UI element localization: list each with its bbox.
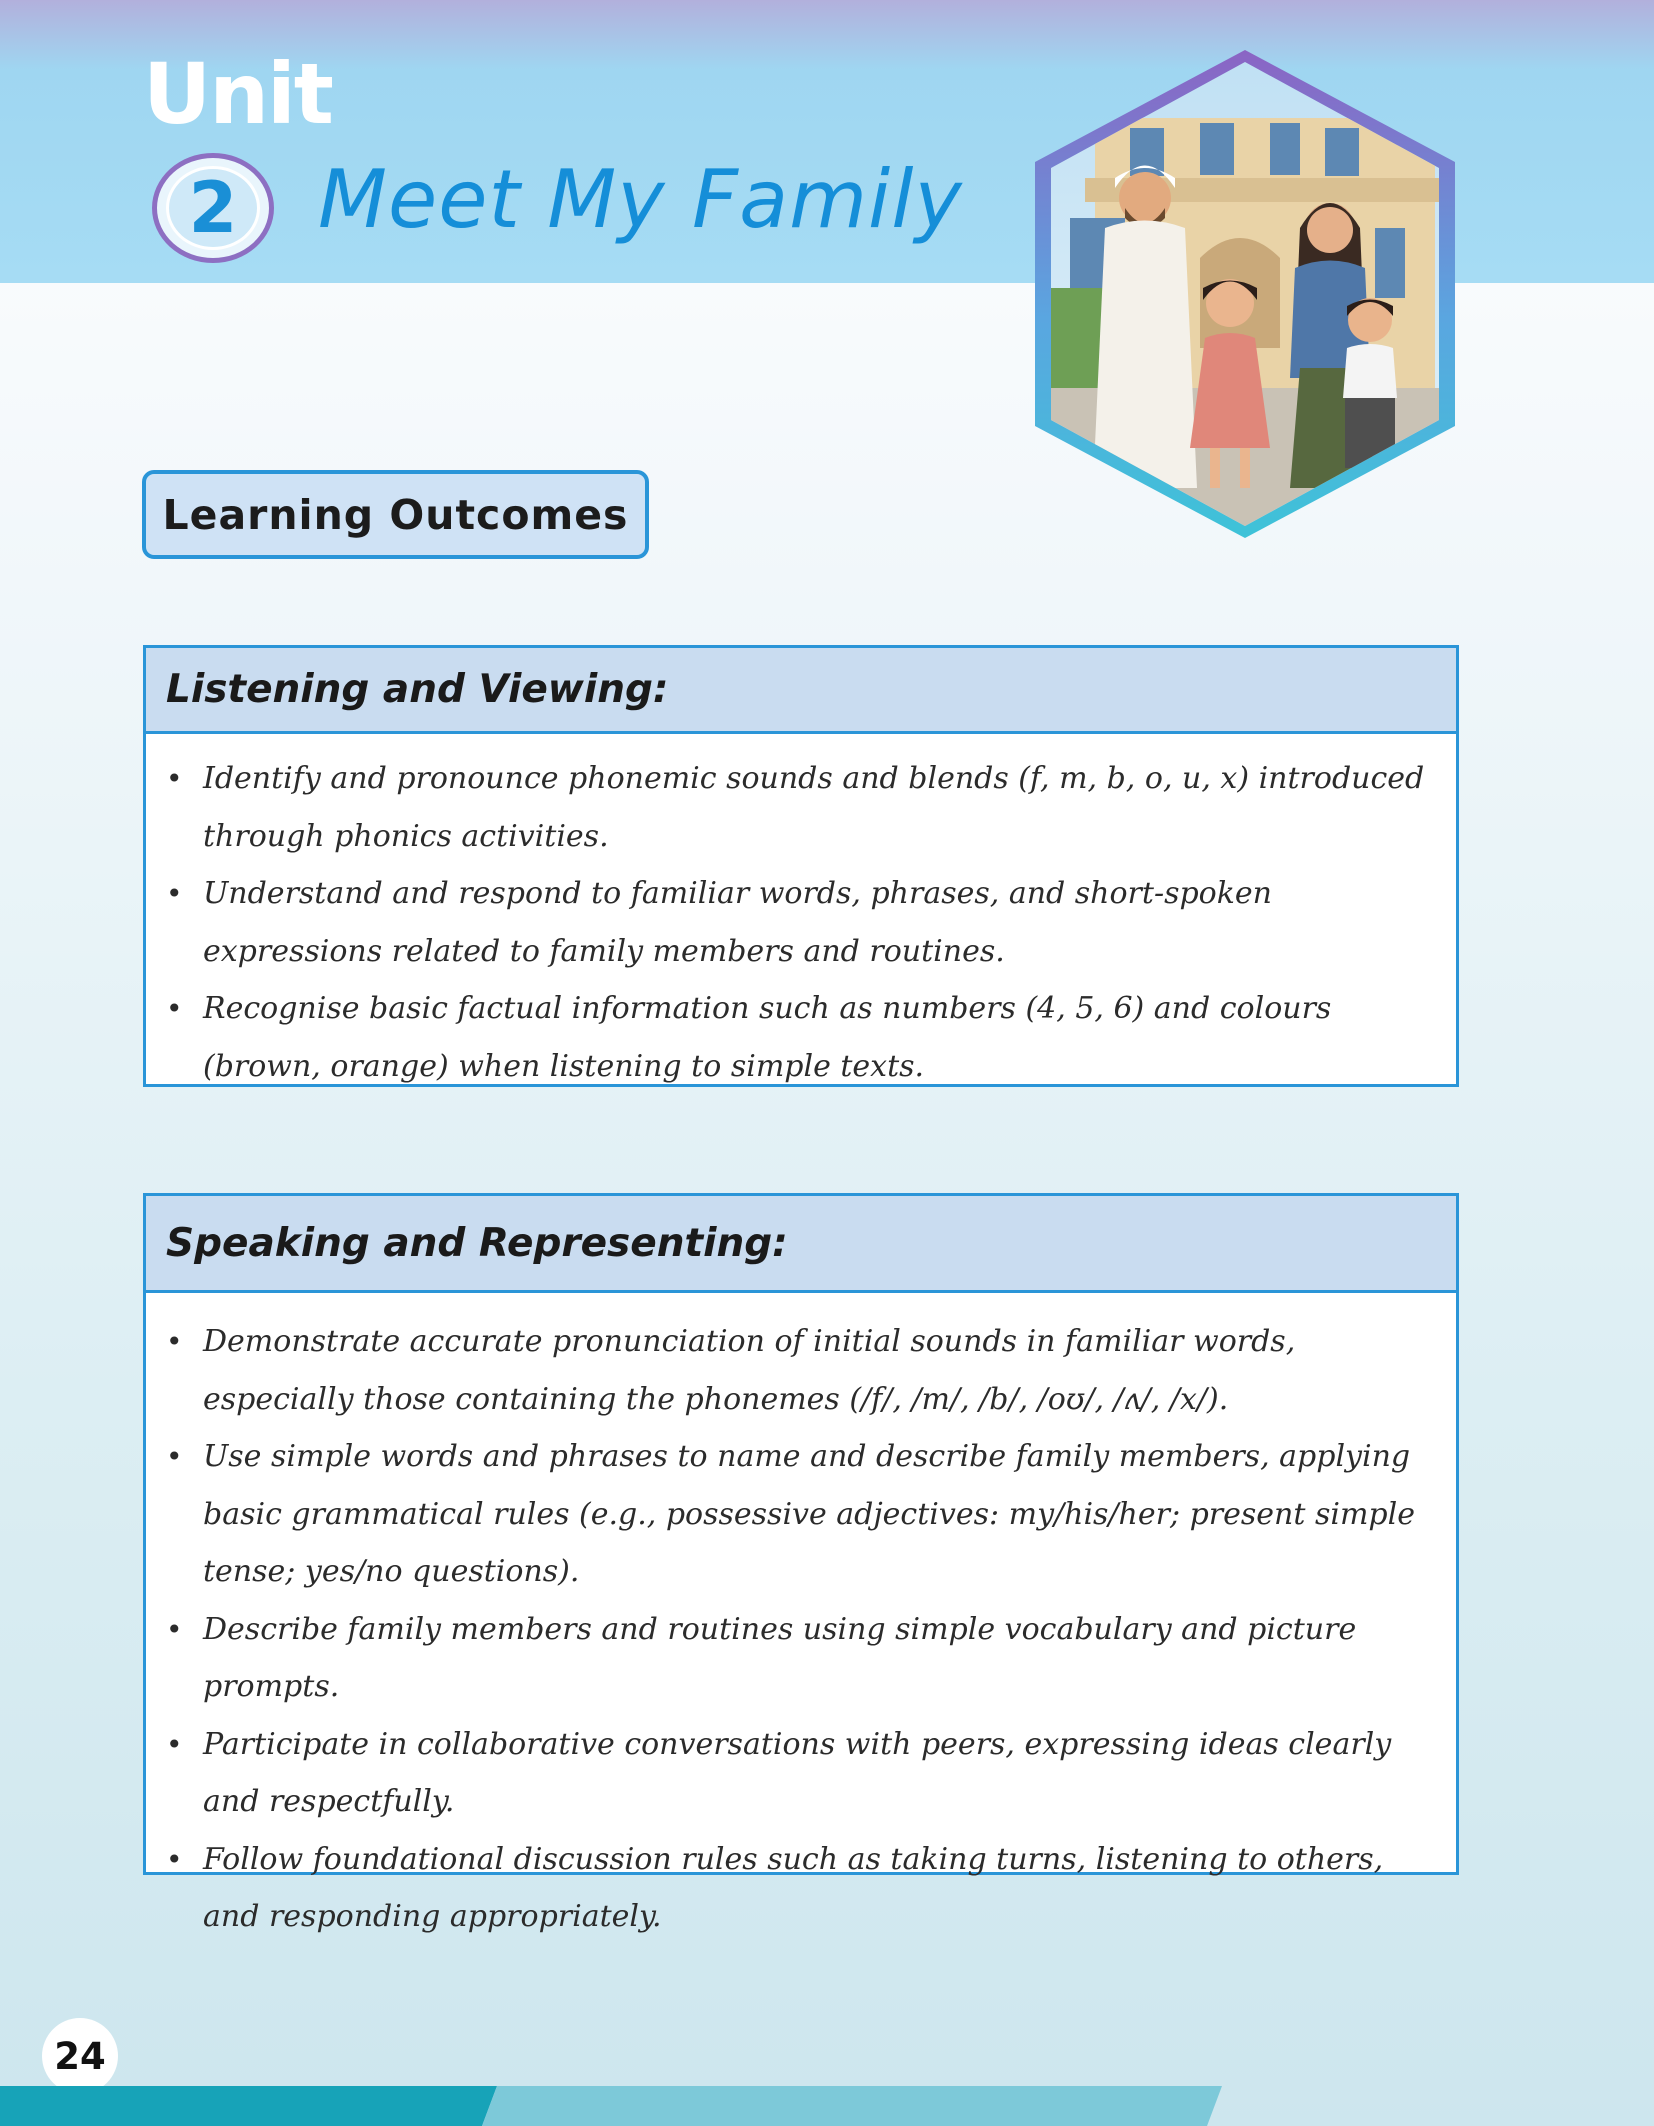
footer-band	[0, 2086, 1654, 2126]
list-item: • Describe family members and routines using simple vocabulary and picture prompts.	[166, 1601, 1436, 1716]
outcomes-list	[146, 734, 1456, 1095]
page-number: 24	[42, 2018, 118, 2094]
section-heading: Listening and Viewing:	[146, 648, 1456, 734]
list-item: • Follow foundational discussion rules such as taking turns, listening to others, and responding appropriately.	[166, 1831, 1436, 1946]
unit-title: Meet My Family	[318, 153, 963, 246]
father-robe	[1093, 221, 1197, 489]
list-item: • Identify and pronounce phonemic sounds and blends (f, m, b, o, u, x) introduced through phonics activities.	[166, 750, 1436, 865]
family-illustration	[1025, 48, 1465, 538]
unit-label: Unit	[143, 45, 332, 143]
list-item: • Participate in collaborative conversations with peers, expressing ideas clearly and respectfully.	[166, 1716, 1436, 1831]
section-heading: Speaking and Representing:	[146, 1196, 1456, 1293]
list-item: • Use simple words and phrases to name and describe family members, applying basic grammatical rules (e.g., possessive adjectives: my/his/her; present simple tense; yes/no questions).	[166, 1428, 1436, 1601]
speaking-representing-section	[143, 1193, 1459, 1934]
learning-outcomes-tab: Learning Outcomes	[142, 470, 649, 559]
list-item: • Recognise basic factual information such as numbers (4, 5, 6) and colours (brown, orange) when listening to simple texts.	[166, 980, 1436, 1095]
list-item: • Understand and respond to familiar words, phrases, and short-spoken expressions related to family members and routines.	[166, 865, 1436, 980]
unit-number: 2	[166, 166, 260, 250]
list-item: • Demonstrate accurate pronunciation of initial sounds in familiar words, especially those containing the phonemes (/f/, /m/, /b/, /oʊ/, /ʌ/, /x/).	[166, 1313, 1436, 1428]
unit-number-badge	[152, 153, 274, 263]
listening-viewing-section	[143, 645, 1459, 1087]
outcomes-list	[146, 1293, 1456, 1946]
